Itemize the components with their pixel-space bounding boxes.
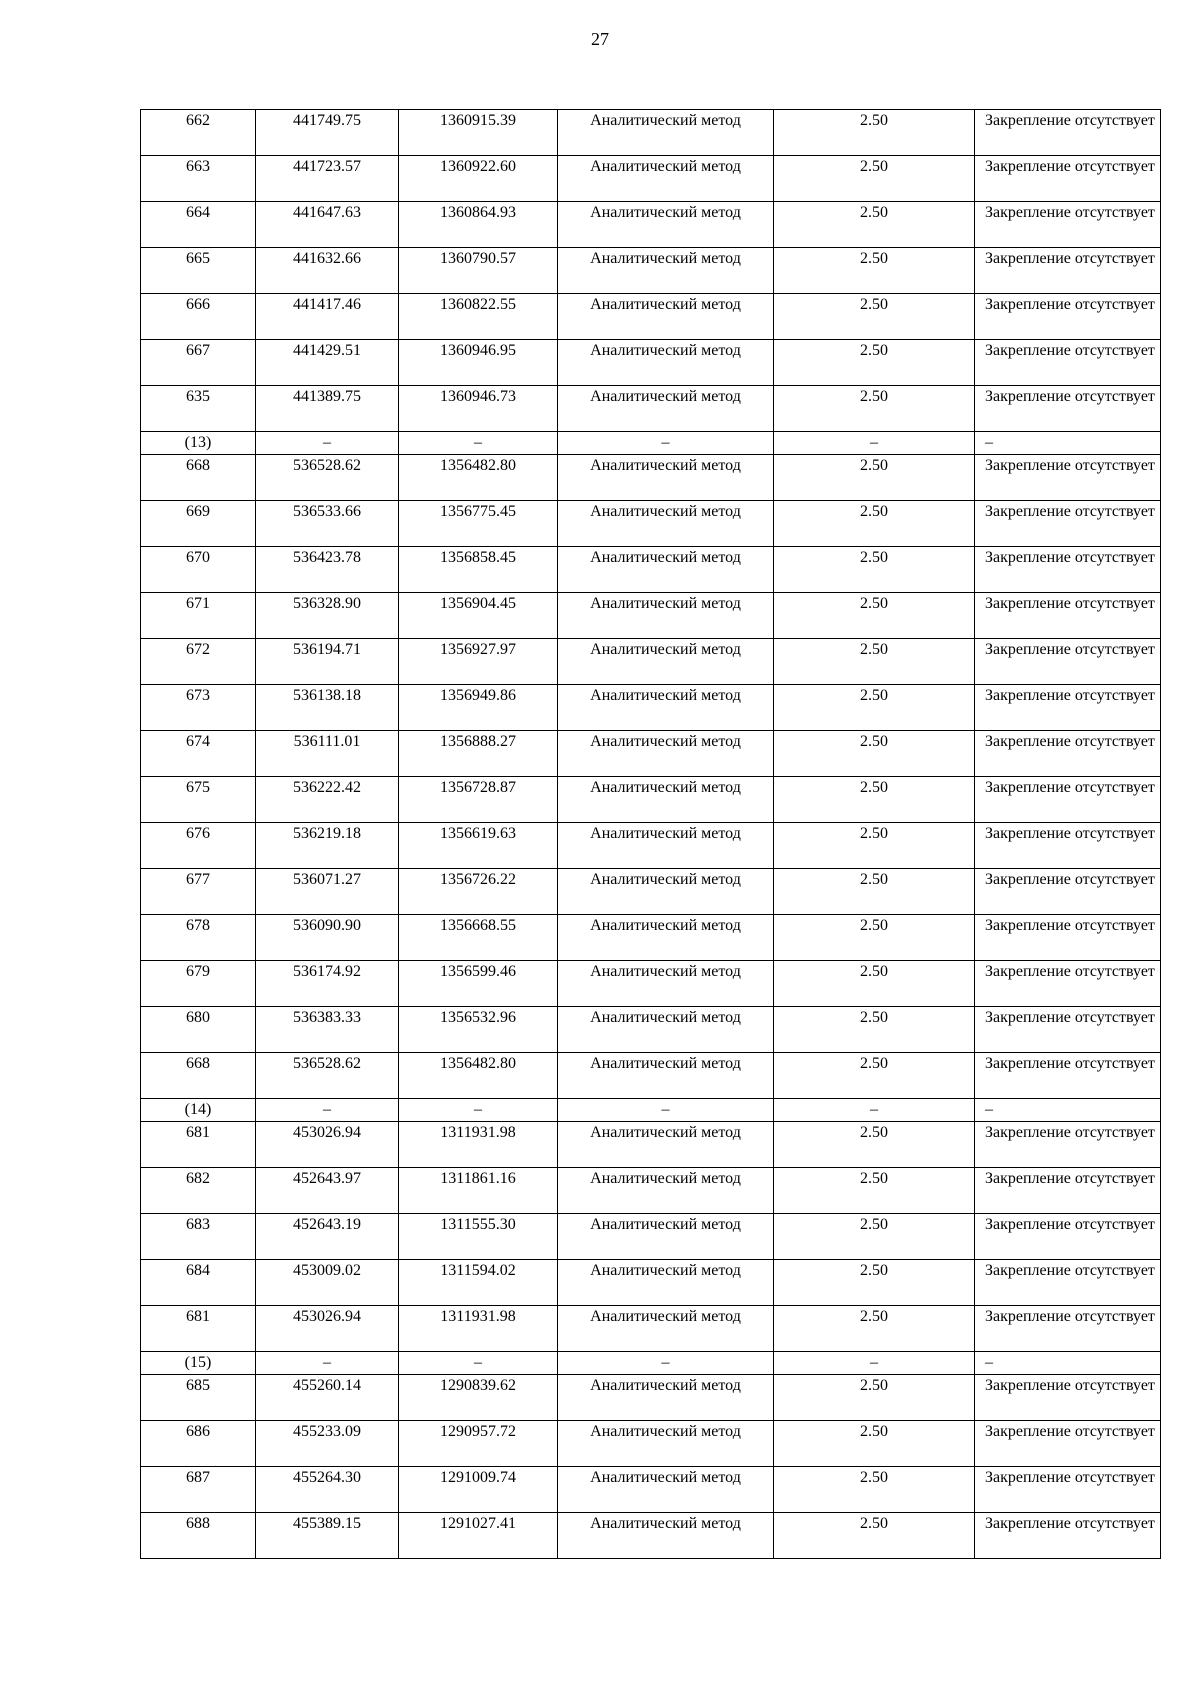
method-cell: –	[558, 432, 774, 455]
method-cell: Аналитический метод	[558, 1421, 774, 1467]
table-row	[141, 1421, 1161, 1467]
point-number-cell: 681	[141, 1122, 256, 1168]
fixing-description-cell: –	[975, 1099, 1161, 1122]
fixing-description-cell: Закрепление отсутствует	[975, 1421, 1161, 1467]
table-row	[141, 248, 1161, 294]
accuracy-cell: 2.50	[774, 547, 975, 593]
y-coordinate-cell: 1291027.41	[399, 1513, 558, 1559]
x-coordinate-cell: 441632.66	[256, 248, 399, 294]
accuracy-cell: 2.50	[774, 156, 975, 202]
method-cell: Аналитический метод	[558, 685, 774, 731]
table-row	[141, 110, 1161, 156]
method-cell: Аналитический метод	[558, 1053, 774, 1099]
table-row	[141, 455, 1161, 501]
point-number-cell: 683	[141, 1214, 256, 1260]
y-coordinate-cell: 1360790.57	[399, 248, 558, 294]
y-coordinate-cell: 1311861.16	[399, 1168, 558, 1214]
x-coordinate-cell: 536071.27	[256, 869, 399, 915]
accuracy-cell: 2.50	[774, 501, 975, 547]
x-coordinate-cell: –	[256, 432, 399, 455]
accuracy-cell: 2.50	[774, 1007, 975, 1053]
contour-separator-row	[141, 1099, 1161, 1122]
accuracy-cell: 2.50	[774, 340, 975, 386]
fixing-description-cell: Закрепление отсутствует	[975, 110, 1161, 156]
fixing-description-cell: Закрепление отсутствует	[975, 202, 1161, 248]
x-coordinate-cell: 536111.01	[256, 731, 399, 777]
point-number-cell: 676	[141, 823, 256, 869]
y-coordinate-cell: –	[399, 1352, 558, 1375]
table-row	[141, 1007, 1161, 1053]
point-number-cell: 688	[141, 1513, 256, 1559]
table-row	[141, 1306, 1161, 1352]
table-row	[141, 1053, 1161, 1099]
x-coordinate-cell: 536174.92	[256, 961, 399, 1007]
point-number-cell: 674	[141, 731, 256, 777]
fixing-description-cell: Закрепление отсутствует	[975, 1260, 1161, 1306]
accuracy-cell: 2.50	[774, 1214, 975, 1260]
y-coordinate-cell: 1360946.95	[399, 340, 558, 386]
table-row	[141, 869, 1161, 915]
y-coordinate-cell: 1356949.86	[399, 685, 558, 731]
method-cell: Аналитический метод	[558, 593, 774, 639]
fixing-description-cell: Закрепление отсутствует	[975, 1467, 1161, 1513]
table-row	[141, 823, 1161, 869]
y-coordinate-cell: 1356599.46	[399, 961, 558, 1007]
accuracy-cell: 2.50	[774, 777, 975, 823]
x-coordinate-cell: 536090.90	[256, 915, 399, 961]
accuracy-cell: 2.50	[774, 915, 975, 961]
y-coordinate-cell: 1311555.30	[399, 1214, 558, 1260]
point-number-cell: 671	[141, 593, 256, 639]
table-row	[141, 1375, 1161, 1421]
point-number-cell: 678	[141, 915, 256, 961]
y-coordinate-cell: 1360946.73	[399, 386, 558, 432]
point-number-cell: (15)	[141, 1352, 256, 1375]
y-coordinate-cell: 1360922.60	[399, 156, 558, 202]
y-coordinate-cell: 1356927.97	[399, 639, 558, 685]
fixing-description-cell: Закрепление отсутствует	[975, 1053, 1161, 1099]
y-coordinate-cell: 1356482.80	[399, 455, 558, 501]
fixing-description-cell: Закрепление отсутствует	[975, 248, 1161, 294]
point-number-cell: 680	[141, 1007, 256, 1053]
fixing-description-cell: Закрепление отсутствует	[975, 1122, 1161, 1168]
x-coordinate-cell: 441389.75	[256, 386, 399, 432]
x-coordinate-cell: 536533.66	[256, 501, 399, 547]
accuracy-cell: 2.50	[774, 1375, 975, 1421]
x-coordinate-cell: 453009.02	[256, 1260, 399, 1306]
y-coordinate-cell: 1356619.63	[399, 823, 558, 869]
method-cell: Аналитический метод	[558, 1214, 774, 1260]
x-coordinate-cell: 536383.33	[256, 1007, 399, 1053]
table-row	[141, 156, 1161, 202]
table-row	[141, 386, 1161, 432]
method-cell: Аналитический метод	[558, 1122, 774, 1168]
fixing-description-cell: Закрепление отсутствует	[975, 915, 1161, 961]
method-cell: Аналитический метод	[558, 202, 774, 248]
fixing-description-cell: Закрепление отсутствует	[975, 823, 1161, 869]
y-coordinate-cell: –	[399, 1099, 558, 1122]
fixing-description-cell: Закрепление отсутствует	[975, 294, 1161, 340]
x-coordinate-cell: 536194.71	[256, 639, 399, 685]
accuracy-cell: 2.50	[774, 823, 975, 869]
point-number-cell: 677	[141, 869, 256, 915]
y-coordinate-cell: 1291009.74	[399, 1467, 558, 1513]
fixing-description-cell: Закрепление отсутствует	[975, 593, 1161, 639]
x-coordinate-cell: 536423.78	[256, 547, 399, 593]
y-coordinate-cell: 1290957.72	[399, 1421, 558, 1467]
point-number-cell: 686	[141, 1421, 256, 1467]
method-cell: –	[558, 1099, 774, 1122]
table-row	[141, 547, 1161, 593]
y-coordinate-cell: 1356726.22	[399, 869, 558, 915]
y-coordinate-cell: 1356904.45	[399, 593, 558, 639]
fixing-description-cell: Закрепление отсутствует	[975, 777, 1161, 823]
y-coordinate-cell: 1360822.55	[399, 294, 558, 340]
accuracy-cell: 2.50	[774, 593, 975, 639]
x-coordinate-cell: 455264.30	[256, 1467, 399, 1513]
accuracy-cell: 2.50	[774, 202, 975, 248]
fixing-description-cell: Закрепление отсутствует	[975, 639, 1161, 685]
fixing-description-cell: Закрепление отсутствует	[975, 1168, 1161, 1214]
table-row	[141, 915, 1161, 961]
accuracy-cell: 2.50	[774, 1421, 975, 1467]
method-cell: Аналитический метод	[558, 1260, 774, 1306]
y-coordinate-cell: 1360864.93	[399, 202, 558, 248]
table-row	[141, 294, 1161, 340]
fixing-description-cell: –	[975, 432, 1161, 455]
accuracy-cell: 2.50	[774, 869, 975, 915]
coordinates-table-body	[141, 110, 1161, 1559]
fixing-description-cell: Закрепление отсутствует	[975, 547, 1161, 593]
y-coordinate-cell: 1360915.39	[399, 110, 558, 156]
accuracy-cell: 2.50	[774, 1122, 975, 1168]
accuracy-cell: 2.50	[774, 1053, 975, 1099]
point-number-cell: 669	[141, 501, 256, 547]
point-number-cell: 666	[141, 294, 256, 340]
method-cell: Аналитический метод	[558, 547, 774, 593]
method-cell: Аналитический метод	[558, 823, 774, 869]
accuracy-cell: 2.50	[774, 110, 975, 156]
accuracy-cell: 2.50	[774, 685, 975, 731]
fixing-description-cell: Закрепление отсутствует	[975, 386, 1161, 432]
method-cell: Аналитический метод	[558, 340, 774, 386]
fixing-description-cell: Закрепление отсутствует	[975, 501, 1161, 547]
fixing-description-cell: Закрепление отсутствует	[975, 1214, 1161, 1260]
point-number-cell: 682	[141, 1168, 256, 1214]
accuracy-cell: 2.50	[774, 731, 975, 777]
y-coordinate-cell: 1356858.45	[399, 547, 558, 593]
method-cell: Аналитический метод	[558, 386, 774, 432]
fixing-description-cell: Закрепление отсутствует	[975, 1375, 1161, 1421]
x-coordinate-cell: 441647.63	[256, 202, 399, 248]
y-coordinate-cell: 1311594.02	[399, 1260, 558, 1306]
x-coordinate-cell: 536328.90	[256, 593, 399, 639]
fixing-description-cell: Закрепление отсутствует	[975, 685, 1161, 731]
point-number-cell: 668	[141, 1053, 256, 1099]
fixing-description-cell: Закрепление отсутствует	[975, 869, 1161, 915]
fixing-description-cell: Закрепление отсутствует	[975, 455, 1161, 501]
point-number-cell: 675	[141, 777, 256, 823]
y-coordinate-cell: 1356888.27	[399, 731, 558, 777]
accuracy-cell: 2.50	[774, 294, 975, 340]
fixing-description-cell: Закрепление отсутствует	[975, 340, 1161, 386]
x-coordinate-cell: 536528.62	[256, 1053, 399, 1099]
x-coordinate-cell: 452643.97	[256, 1168, 399, 1214]
point-number-cell: (14)	[141, 1099, 256, 1122]
accuracy-cell: –	[774, 1099, 975, 1122]
table-row	[141, 1260, 1161, 1306]
table-row	[141, 501, 1161, 547]
accuracy-cell: 2.50	[774, 1306, 975, 1352]
x-coordinate-cell: 455389.15	[256, 1513, 399, 1559]
x-coordinate-cell: 452643.19	[256, 1214, 399, 1260]
contour-separator-row	[141, 432, 1161, 455]
x-coordinate-cell: 453026.94	[256, 1122, 399, 1168]
fixing-description-cell: Закрепление отсутствует	[975, 731, 1161, 777]
x-coordinate-cell: 536222.42	[256, 777, 399, 823]
table-row	[141, 685, 1161, 731]
point-number-cell: 670	[141, 547, 256, 593]
table-row	[141, 1513, 1161, 1559]
point-number-cell: 664	[141, 202, 256, 248]
method-cell: Аналитический метод	[558, 869, 774, 915]
y-coordinate-cell: 1290839.62	[399, 1375, 558, 1421]
method-cell: Аналитический метод	[558, 248, 774, 294]
y-coordinate-cell: 1356668.55	[399, 915, 558, 961]
method-cell: Аналитический метод	[558, 294, 774, 340]
y-coordinate-cell: 1356482.80	[399, 1053, 558, 1099]
fixing-description-cell: Закрепление отсутствует	[975, 1513, 1161, 1559]
table-row	[141, 1214, 1161, 1260]
method-cell: –	[558, 1352, 774, 1375]
x-coordinate-cell: 441417.46	[256, 294, 399, 340]
accuracy-cell: 2.50	[774, 1168, 975, 1214]
method-cell: Аналитический метод	[558, 501, 774, 547]
y-coordinate-cell: 1356775.45	[399, 501, 558, 547]
method-cell: Аналитический метод	[558, 915, 774, 961]
fixing-description-cell: Закрепление отсутствует	[975, 156, 1161, 202]
x-coordinate-cell: 455260.14	[256, 1375, 399, 1421]
x-coordinate-cell: –	[256, 1099, 399, 1122]
table-row	[141, 1168, 1161, 1214]
point-number-cell: 684	[141, 1260, 256, 1306]
table-row	[141, 639, 1161, 685]
point-number-cell: 668	[141, 455, 256, 501]
accuracy-cell: –	[774, 432, 975, 455]
fixing-description-cell: –	[975, 1352, 1161, 1375]
accuracy-cell: 2.50	[774, 248, 975, 294]
fixing-description-cell: Закрепление отсутствует	[975, 961, 1161, 1007]
point-number-cell: 681	[141, 1306, 256, 1352]
x-coordinate-cell: 441429.51	[256, 340, 399, 386]
x-coordinate-cell: –	[256, 1352, 399, 1375]
point-number-cell: 665	[141, 248, 256, 294]
point-number-cell: 687	[141, 1467, 256, 1513]
method-cell: Аналитический метод	[558, 1375, 774, 1421]
accuracy-cell: –	[774, 1352, 975, 1375]
x-coordinate-cell: 536528.62	[256, 455, 399, 501]
fixing-description-cell: Закрепление отсутствует	[975, 1007, 1161, 1053]
table-row	[141, 340, 1161, 386]
method-cell: Аналитический метод	[558, 639, 774, 685]
y-coordinate-cell: 1356728.87	[399, 777, 558, 823]
table-row	[141, 777, 1161, 823]
y-coordinate-cell: –	[399, 432, 558, 455]
point-number-cell: 662	[141, 110, 256, 156]
y-coordinate-cell: 1356532.96	[399, 1007, 558, 1053]
point-number-cell: 663	[141, 156, 256, 202]
accuracy-cell: 2.50	[774, 961, 975, 1007]
accuracy-cell: 2.50	[774, 1467, 975, 1513]
table-row	[141, 961, 1161, 1007]
x-coordinate-cell: 453026.94	[256, 1306, 399, 1352]
page-number: 27	[591, 29, 609, 49]
coordinates-table	[140, 109, 1161, 1559]
y-coordinate-cell: 1311931.98	[399, 1122, 558, 1168]
accuracy-cell: 2.50	[774, 639, 975, 685]
table-row	[141, 1467, 1161, 1513]
point-number-cell: 672	[141, 639, 256, 685]
x-coordinate-cell: 441723.57	[256, 156, 399, 202]
method-cell: Аналитический метод	[558, 1513, 774, 1559]
method-cell: Аналитический метод	[558, 1467, 774, 1513]
fixing-description-cell: Закрепление отсутствует	[975, 1306, 1161, 1352]
x-coordinate-cell: 455233.09	[256, 1421, 399, 1467]
method-cell: Аналитический метод	[558, 961, 774, 1007]
point-number-cell: 667	[141, 340, 256, 386]
table-row	[141, 731, 1161, 777]
method-cell: Аналитический метод	[558, 110, 774, 156]
point-number-cell: 673	[141, 685, 256, 731]
contour-separator-row	[141, 1352, 1161, 1375]
method-cell: Аналитический метод	[558, 1168, 774, 1214]
x-coordinate-cell: 441749.75	[256, 110, 399, 156]
table-row	[141, 1122, 1161, 1168]
x-coordinate-cell: 536138.18	[256, 685, 399, 731]
accuracy-cell: 2.50	[774, 1513, 975, 1559]
point-number-cell: 679	[141, 961, 256, 1007]
y-coordinate-cell: 1311931.98	[399, 1306, 558, 1352]
point-number-cell: (13)	[141, 432, 256, 455]
point-number-cell: 685	[141, 1375, 256, 1421]
x-coordinate-cell: 536219.18	[256, 823, 399, 869]
accuracy-cell: 2.50	[774, 1260, 975, 1306]
method-cell: Аналитический метод	[558, 455, 774, 501]
method-cell: Аналитический метод	[558, 777, 774, 823]
method-cell: Аналитический метод	[558, 1007, 774, 1053]
accuracy-cell: 2.50	[774, 455, 975, 501]
point-number-cell: 635	[141, 386, 256, 432]
table-row	[141, 202, 1161, 248]
table-row	[141, 593, 1161, 639]
method-cell: Аналитический метод	[558, 1306, 774, 1352]
accuracy-cell: 2.50	[774, 386, 975, 432]
method-cell: Аналитический метод	[558, 731, 774, 777]
method-cell: Аналитический метод	[558, 156, 774, 202]
